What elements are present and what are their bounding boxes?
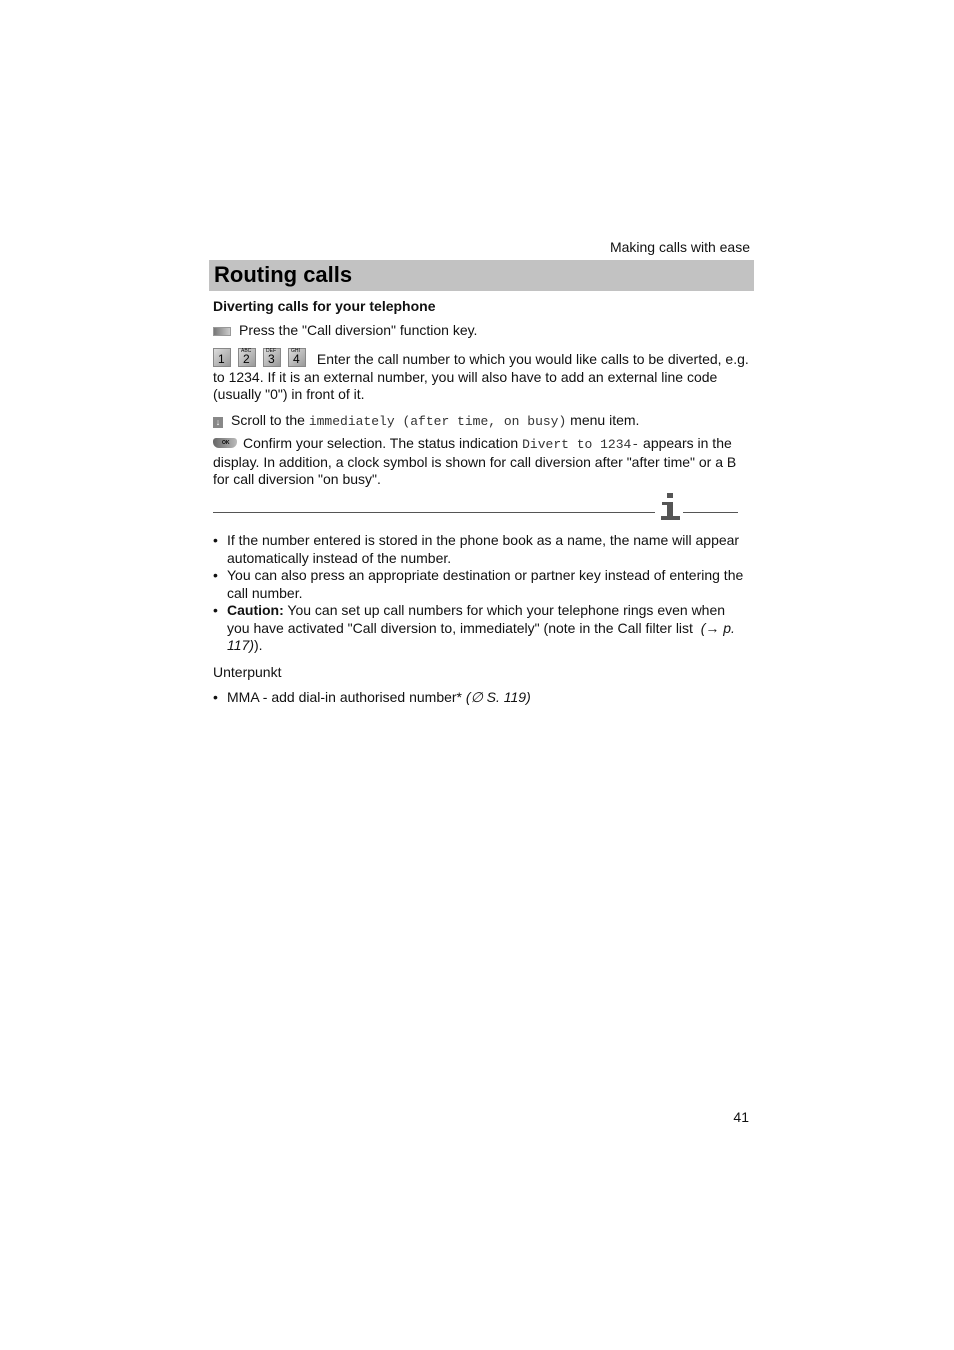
step-enter-text: Enter the call number to which you would like calls to be diverted, e.g. to 1234. If it is an external number, you will also have to add an external line code (usually "0") in front of it. [213, 351, 749, 402]
page-reference: (→ p. 117) [227, 619, 735, 653]
section-title-bar [209, 260, 754, 291]
step-scroll [213, 412, 753, 431]
list-item: • You can also press an appropriate destination or partner key instead of entering the call number. [213, 567, 749, 602]
arrow-down-key-icon: ↓ [213, 417, 223, 428]
digit-key-2-icon: ABC 2 [238, 348, 256, 367]
step-press-text: Press the "Call diversion" function key. [239, 322, 478, 338]
section-title: Routing calls [214, 262, 353, 287]
step-confirm-post: appears in the display. In addition, a clock symbol is shown for call diversion after "after time" or a B for call diversion "on busy". [213, 435, 737, 487]
running-header: Making calls with ease [609, 239, 750, 255]
subpoint-list [213, 689, 753, 707]
step-confirm [213, 435, 753, 489]
list-item: • Caution: You can set up call numbers for which your telephone rings even when you have activated "Call diversion to, immediately" (note in the Call filter list (→ p. 117)). [213, 602, 749, 655]
step-enter-number [213, 348, 753, 404]
step-scroll-pre: Scroll to the [231, 412, 305, 428]
caution-label: Caution: [227, 602, 284, 618]
page-number: 41 [733, 1109, 749, 1125]
function-key-icon [213, 327, 231, 336]
notes-list [213, 532, 749, 655]
notes-section [213, 532, 749, 655]
info-divider-right [683, 512, 738, 513]
digit-key-3-icon: DEF 3 [263, 348, 281, 367]
digit-key-1-icon: 1 [213, 348, 231, 367]
ok-key-icon: OK [213, 438, 237, 448]
subheading: Diverting calls for your telephone [213, 298, 436, 314]
subpoint-label: Unterpunkt [213, 664, 282, 680]
list-item: • If the number entered is stored in the phone book as a name, the name will appear automatically instead of the number. [213, 532, 749, 567]
step-press-function-key [213, 322, 753, 340]
step-scroll-post: menu item. [570, 412, 640, 428]
status-indication: Divert to 1234- [522, 437, 640, 452]
digit-key-4-icon: GHI 4 [288, 348, 306, 367]
info-icon [660, 493, 682, 521]
page-reference: (∅ S. 119) [465, 689, 531, 705]
info-divider-left [213, 512, 655, 513]
subpoint-section [213, 689, 753, 707]
list-item: • MMA - add dial-in authorised number* (∅ S. 119) [213, 689, 753, 707]
step-confirm-pre: Confirm your selection. The status indication [243, 435, 519, 451]
menu-item-name: immediately (after time, on busy) [308, 414, 567, 429]
